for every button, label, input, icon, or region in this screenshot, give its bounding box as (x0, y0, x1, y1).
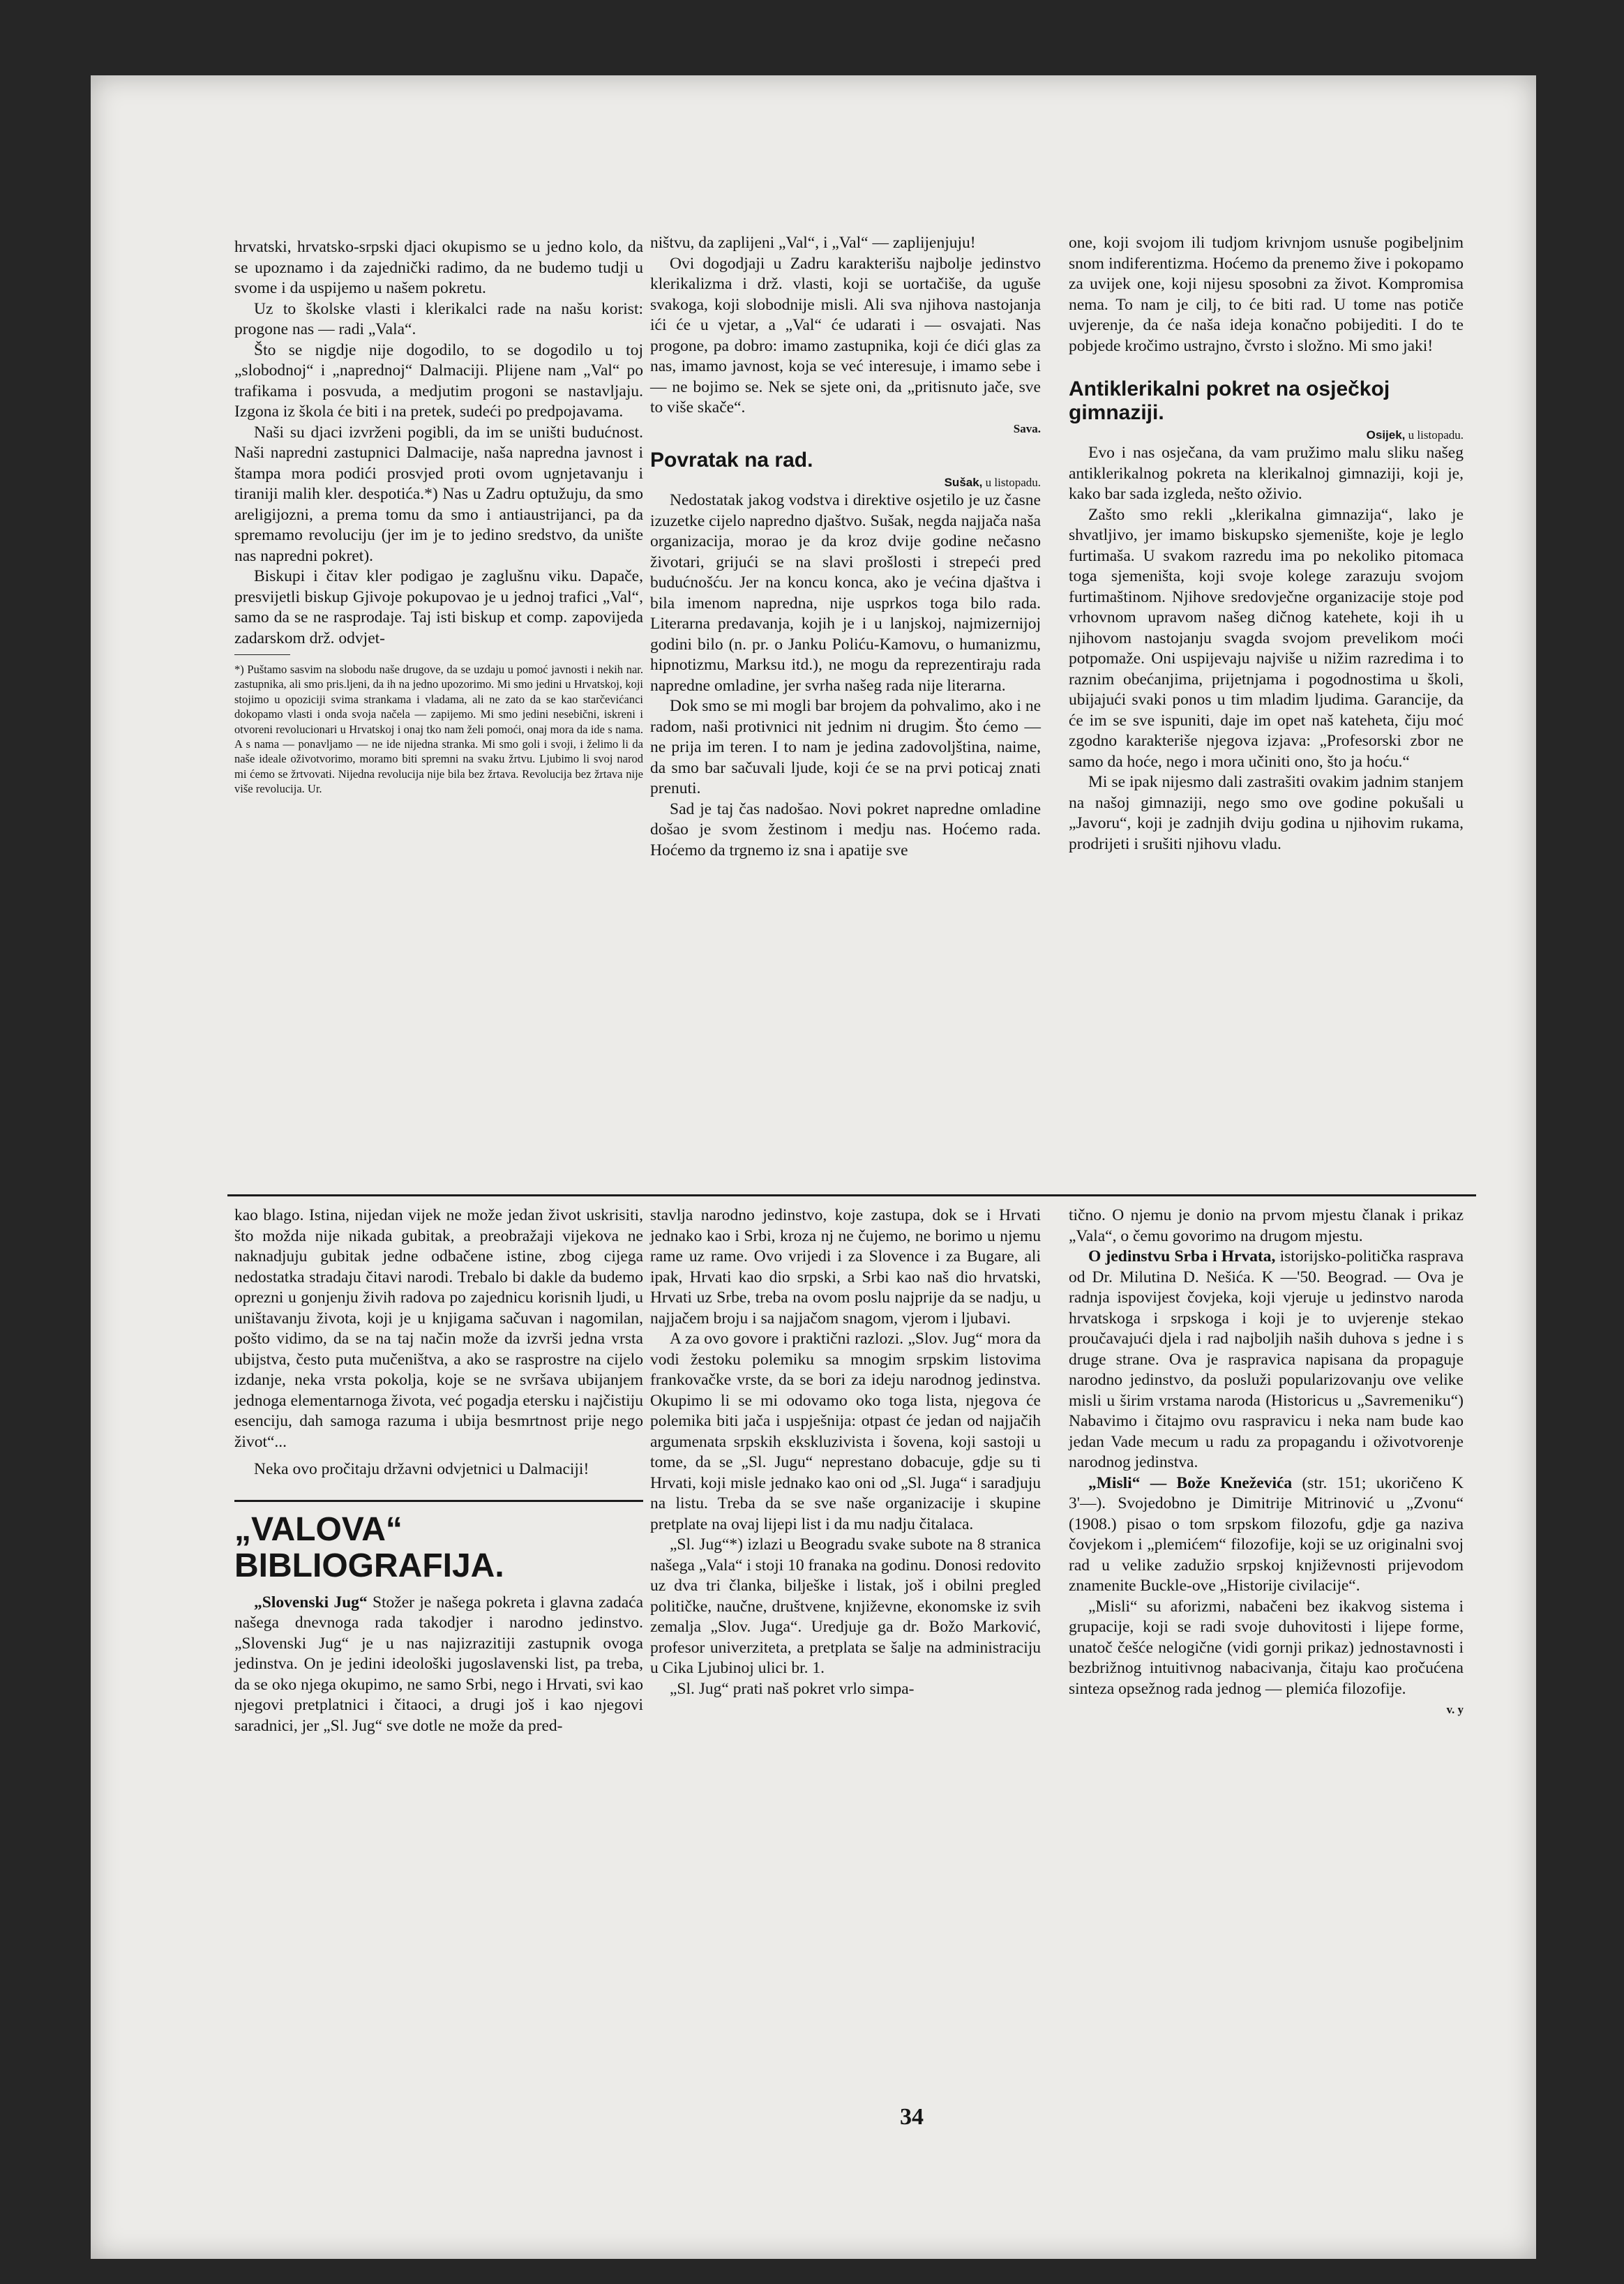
paragraph: „Sl. Jug“ prati naš pokret vrlo simpa- (670, 1679, 915, 1698)
paragraph: A za ovo govore i praktični razlozi. „Slov. Jug“ mora da vodi žestoku polemiku sa mnogim srpskim listovima frankovačke vrste, da se bori za ideju narodnog jedinstva. Okupimo li se mi odovamo oko toga lista, njegova će polemika biti jača i uspješnija: otpast će jedan od najjačih argumenata srpskih ekskluzivista i šovena, koji sastoji u tome, da se „Sl. Jugu“ neprestano dobacuje, gdje su ti Hrvati, koji misle jednako kao oni od „Sl. Juga“ i saradjuju na listu. Treba da se sve naše organizacije i skupine pretplate na ovaj lijepi list i da mu nadju čitalaca. (650, 1330, 1041, 1533)
heading-rule (234, 1500, 643, 1502)
paragraph: Ovi dogodjaji u Zadru karakterišu najbolje jedinstvo klerikalizma i drž. vlasti, koji se uortačiše, da uguše svakoga, koji slobodnije misli. Ali sva njihova nastojanja ići će u vjetar, a „Val“ će udarati i — osvajati. Nas progone, pa dobro: imamo zastupnika, koji će dići glas za nas, imamo javnost, koja se već interesuje, i imamo sebe i — ne bojimo se. Nek se sjete oni, da „pritisnuto jače, sve to više skače“. (650, 254, 1041, 416)
paragraph: stavlja narodno jedinstvo, koje zastupa, dok se i Hrvati jednako kao i Srbi, kroza nj ne čujemo, ne borimo u njemu rame uz rame. Ovo vrijedi i za Slovence i za Bugare, ali ipak, Hrvati kao dio srpski, a Srbi kao naš dio hrvatski, Hrvati uz Srbe, treba na ovom poslu najprije da se nadju, u najjačem broju i sa najjačom snagom, vjerom i ljubavi. (650, 1206, 1041, 1328)
paragraph (1069, 1473, 1464, 1597)
paragraph: Sad je taj čas nadošao. Novi pokret napredne omladine došao je svom žestinom i medju nas. Hoćemo rada. Hoćemo da trgnemo iz sna i apatije sve (650, 799, 1041, 859)
article-heading: Povratak na rad. (650, 449, 813, 472)
page-number: 34 (900, 2104, 924, 2130)
bottom-column-2 (650, 1205, 1041, 1699)
paragraph: Biskupi i čitav kler podigao je zaglušnu viku. Dapače, presvijetli biskup Gjivoje pokupovao je u jednoj trafici „Val“, samo da se ne rasprodaje. Taj isti biskup et comp. zapovijeda zadarskom drž. odvjet- (234, 567, 643, 647)
bottom-column-3 (1069, 1205, 1464, 1720)
section-divider (227, 1194, 1476, 1196)
paragraph: Naši su djaci izvrženi pogibli, da im se uništi budućnost. Naši napredni zastupnici Dalmacije, naša napredna javnost i štampa mora podići prosvjed proti ovom ugnjetavanju i tiraniji malih kler. despotića.*) Nas u Zadru optužuju, da smo areligijozni, a prema tomu da smo i antiaustrijanci, pa da spremamo revoluciju (jer im je to jedino sredstvo, da unište nas napredni pokret). (234, 423, 643, 565)
lead-title: „Slovenski Jug“ (254, 1593, 368, 1611)
review-title: O jedinstvu Srba i Hrvata, (1088, 1247, 1276, 1265)
paragraph: Nedostatak jakog vodstva i direktive osjetilo je uz časne izuzetke cijelo napredno djaštvo. Sušak, negda najjača naša organizacija, morao je da kroz dvije godine nečasno životari, grijući se na slavi prošlosti i strepeći pred budućnošću. Jer na koncu konca, ako je većina djaštva i bila imenom naprednа, nije usprkos toga bilo rada. Literarna predavanja, kojih je i u lanjskoj, najmizernijoj godini bilo (n. pr. o Janku Poliću-Kamovu, o humanizmu, hipnotizmu, Marksu itd.), ne mogu da reprezentiraju rada napredne omladine, jer svrha našeg rada nije literarna. (650, 491, 1041, 695)
paragraph: Mi se ipak nijesmo dali zastrašiti ovakim jadnim stanjem na našoj gimnaziji, nego smo ove godine pokušali u „Javoru“, koji je zadnjih dviju godina u njihovim rukama, prodrijeti i srušiti njihovu vladu. (1069, 773, 1464, 853)
dateline-place: Sušak, (944, 476, 983, 489)
magazine-page (91, 75, 1536, 2259)
footnote: *) Puštamo sasvim na slobodu naše drugove, da se uzdaju u pomoć javnosti i nekih nar. zastupnika, ali smo pris.ljeni, da ih na jedno upozorimo. Mi smo jedini u Hrvatskoj, koji stojimo u opoziciji svima strankama i vladama, ali ne zato da se kao starčevićanci dokopamo vlasti i onda svoja načela — zapijemo. Mi smo jedini nesebični, iskreni i otvoreni revolucionari u Hrvatskoj i onaj tko nam želi pomoći, onaj mora da ide s nama. A s nama — ponavljamo — ne ide nijedna stranka. Mi smo goli i svoji, i želimo li da naše ideale oživotvorimo, moramo biti spremni na svaku žrtvu. Ljubimo li svoj narod mi ćemo se žrtvovati. Nijedna revolucija nije bila bez žrtava. Revolucija bez žrtava nije više revolucija. Ur. (234, 663, 643, 796)
paragraph (234, 1593, 643, 1737)
top-column-1 (234, 237, 643, 797)
dateline-date: u listopadu. (1408, 428, 1464, 442)
paragraph: kao blago. Istina, nijedan vijek ne može jedan život uskrisiti, što možda nije nikada gubitak, a preobražaji vijekova ne naknadjuju gubitak jedne odbačene istine, zbog cijega nedostatka stradaju čitavi narodi. Trebalo bi dakle da budemo oprezni u gonjenju živih radova po zajednicu korisnih ljudi, u uništavanju života, koji je u knjigama sačuvan i nagomilan, pošto vidimo, da se na taj način može da izvrši jedna vrsta ubijstva, često puta mučeništva, a ako se rasprostre na cijelo izdanje, neka vrsta pokolja, koje se ne svršava ubijanjem jednoga elementarnoga života, već pogadja etersku i najčistiju esenciju, dah samoga razuma i ubija besmrtnost prije nego život“... (234, 1206, 643, 1451)
paragraph: tično. O njemu je donio na prvom mjestu članak i prikaz „Vala“, o čemu govorimo na drugom mjestu. (1069, 1206, 1464, 1245)
dateline (650, 475, 1041, 490)
paragraph: hrvatski, hrvatsko-srpski djaci okupismo se u jedno kolo, da se upoznamo i da zajednički radimo, da ne budemo tudji u svome i da uspijemo u našem pokretu. (234, 238, 643, 297)
top-column-3 (1069, 233, 1464, 855)
dateline-date: u listopadu. (985, 476, 1041, 489)
paragraph: „Misli“ su aforizmi, nabačeni bez ikakvog sistema i grupacije, koji se radi svoje duhovitosti i lijepe forme, unatoč češće nelogične (vidi gornji prikaz) jednostavnosti i bezbrižnog intuitivnog nabacivanja, čitaju kao pročućena sinteza opsežnog rada jednog — plemića filozofije. (1069, 1597, 1464, 1698)
signature: Sava. (1013, 421, 1041, 435)
review-text: (str. 151; ukoričeno K 3'—). Svojedobno je Dimitrije Mitrinović u „Zvonu“ (1908.) pisao o tom srpskom filozofu, gdje ga naziva čovjekom i „plemićem“ filozofije, koji se uz originalni svoj rad u velike zadužio srpskoj književnosti prijevodom znamenite Buckle-ove „Historije civilacije“. (1069, 1473, 1464, 1595)
paragraph: Dok smo se mi mogli bar brojem da pohvalimo, ako i ne radom, naši protivnici nit jednim ni drugim. Što ćemo — ne prija im teren. I to nam je jedina zadovoljština, naime, da smo bar sačuvali ljude, koji će se na prvi poticaj znati prenuti. (650, 697, 1041, 797)
lead-text: Stožer je našega pokreta i glavna zadaća našega dnevnoga rada takodjer i narodno jedinstvo. „Slovenski Jug“ je u nas najizrazitiji zastupnik ovoga jedinstva. On je jedini ideološki jugoslavenski list, pa treba, da se oko njega okupimo, ne samo Srbi, nego i Hrvati, svi kao njegovi pretplatnici i čitaoci, a drugi još i kao njegovi saradnici, jer „Sl. Jug“ sve dotle ne može da pred- (234, 1593, 644, 1735)
bibliography-heading: „VALOVA“ BIBLIOGRAFIJA. (234, 1510, 504, 1584)
paragraph: one, koji svojom ili tudjom krivnjom usnuše pogibeljnim snom indiferentizma. Hoćemo da prenemo žive i pokopamo za uvijek one, koji nijesu sposobni za život. Kompromisa nema. To nam je cilj, to će biti rad. U tome nas potiče uvjerenje, da će naša ideja konačno pobijediti. I do te pobjede kročimo ustrajno, čvrsto i složno. Mi smo jaki! (1069, 234, 1464, 355)
paragraph (1069, 1247, 1464, 1473)
paragraph: Neka ovo pročitaju državni odvjetnici u Dalmaciji! (254, 1460, 589, 1478)
dateline (1069, 428, 1464, 443)
paragraph: ništvu, da zaplijeni „Val“, i „Val“ — zaplijenjuju! (650, 234, 976, 252)
footnote-rule (234, 654, 290, 655)
paragraph: Zašto smo rekli „klerikalna gimnazija“, lako je shvatljivo, jer imamo biskupsko sjemenište, koje je leglo furtimaša. U svakom razredu ima po nekoliko pitomaca toga sjemeništa, koji svoje kolege zarazuju svojom furtimaštinom. Njihove sredovječne organizacije stoje pod vrhovnom upravom našeg dičnog katehete, koji ih u njihovom nastojanju svagda svojom prevelikom moći potpomaže. Oni uspijevaju najviše u nižim razredima i to raznim obećanjima, prijetnjama i pogodnostima u školi, ubijajući svaki ponos u tim mladim ljudima. Garancije, da će im se sve ispuniti, daje im opet naš kateheta, čiju moć zgodno karakteriše njegova izjava: „Profesorski zbor ne samo da hoće, nego i mora učiniti ono, što ja hoću.“ (1069, 505, 1464, 771)
paragraph: „Sl. Jug“*) izlazi u Beogradu svake subote na 8 stranica našega „Vala“ i stoji 10 franaka na godinu. Donosi redovito uz dva tri članka, bilješke i listak, još i obilni pregled političke, naučne, društvene, književne, ekonomske iz svih zemalja „Slov. Juga“. Uredjuje ga dr. Božo Marković, profesor univerziteta, a pretplata se šalje na administraciju u Cika Ljubinoj ulici br. 1. (650, 1535, 1041, 1677)
top-column-2 (650, 233, 1041, 861)
bottom-column-1 (234, 1205, 643, 1736)
paragraph: Evo i nas osječana, da vam pružimo malu sliku našeg antiklerikalnog pokreta na klerikalnoj gimnaziji, koji je, kako bar sada izgleda, nešto oživio. (1069, 444, 1464, 503)
article-heading: Antiklerikalni pokret na osječkoj gimnaziji. (1069, 377, 1390, 424)
paragraph: Uz to školske vlasti i klerikalci rade na našu korist: progone nas — radi „Vala“. (234, 299, 643, 338)
paragraph: Što se nigdje nije dogodilo, to se dogodilo u toj „slobodnoj“ i „naprednoj“ Dalmaciji. Plijene nam „Val“ po trafikama i posvuda, a medjutim progoni se nastavljaju. Izgona iz škola će biti i na pretek, sudeći po predpojavama. (234, 340, 643, 421)
review-text: istorijsko-politička rasprava od Dr. Milutina D. Nešića. K —'50. Beograd. — Ova je radnja ispovijest čovjeka, koji vjeruje u jedinstvo naroda hrvatskoga i srpskoga i koji je to uvjerenje stekao proučavajući djela i rad najboljih naših duhova s jedne i s druge strane. Ova je raspravica napisana da propaguje narodno jedinstvo, da posluži popularizovanju ove velike misli u širim vrstama naroda (Historicus u „Savremeniku“) Nabavimo i čitajmo ovu raspravicu i neka nam bude kao jedan Vade mecum u radu za propagandu i oživotvorenje narodnog jedinstva. (1069, 1247, 1464, 1471)
review-title: „Misli“ — Bože Kneževića (1088, 1473, 1293, 1492)
dateline-place: Osijek, (1366, 428, 1406, 442)
signature: v. y (1446, 1703, 1464, 1716)
